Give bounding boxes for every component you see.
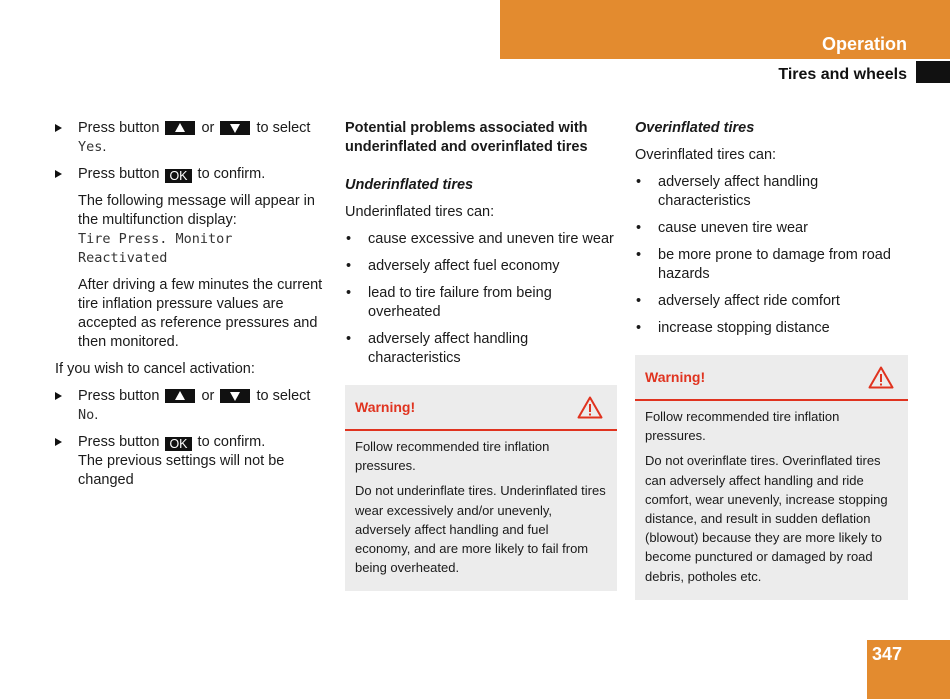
bullet-arrow-icon xyxy=(55,170,62,178)
list-item: • lead to tire failure from being overheated xyxy=(345,284,617,322)
value-no: No xyxy=(78,407,95,423)
display-message-line1: Tire Press. Monitor xyxy=(78,231,233,247)
underinflated-intro: Underinflated tires can: xyxy=(345,204,495,220)
list-item: • cause uneven tire wear xyxy=(635,219,908,238)
overinflated-list xyxy=(635,173,908,338)
list-item: • adversely affect handling characteristics xyxy=(345,330,617,368)
up-arrow-button-icon xyxy=(165,389,195,403)
page-number: 347 xyxy=(872,644,903,664)
overinflated-subhead: Overinflated tires xyxy=(635,120,755,136)
section-heading: Potential problems associated with underinflated and overinflated tires xyxy=(345,120,588,155)
value-yes: Yes xyxy=(78,139,103,155)
list-item: • adversely affect ride comfort xyxy=(635,292,908,311)
warning-box-overinflated xyxy=(635,355,908,600)
list-item: • adversely affect handling characteristics xyxy=(635,173,908,211)
down-arrow-button-icon xyxy=(220,121,250,135)
message-info: The following message will appear in the multifunction display: Tire Press. Monitor Reactivated xyxy=(78,193,315,266)
underinflated-subhead: Underinflated tires xyxy=(345,177,474,193)
ok-button-icon: OK xyxy=(165,437,191,451)
step-confirm: Press button OK to confirm. xyxy=(55,165,330,184)
warning-text: Follow recommended tire inflation pressures. xyxy=(355,439,550,474)
overinflated-intro: Overinflated tires can: xyxy=(635,147,777,163)
step-select-no: Press button or to select No. xyxy=(55,387,330,425)
chapter-tab-marker xyxy=(916,61,950,83)
ok-button-icon: OK xyxy=(165,169,191,183)
column-right xyxy=(635,119,908,600)
up-arrow-button-icon xyxy=(165,121,195,135)
warning-title: Warning! xyxy=(645,368,706,385)
warning-triangle-icon xyxy=(577,396,603,419)
column-left xyxy=(55,119,330,498)
subsection-title: Tires and wheels xyxy=(778,66,907,83)
bullet-arrow-icon xyxy=(55,438,62,446)
warning-triangle-icon xyxy=(868,366,894,389)
list-item: • be more prone to damage from road hazards xyxy=(635,246,908,284)
list-item: • cause excessive and uneven tire wear xyxy=(345,230,617,249)
warning-title: Warning! xyxy=(355,398,416,415)
underinflated-list xyxy=(345,230,617,368)
warning-text: Do not overinflate tires. Overinflated tires can adversely affect handling and ride comfort, wear unevenly, increase stopping distance, and result in sudden deflation (blowout) because they are more likely to become punctured or damaged by road debris, potholes etc. xyxy=(645,453,888,584)
bullet-arrow-icon xyxy=(55,124,62,132)
warning-box-underinflated xyxy=(345,385,617,591)
step-select-yes: Press button or to select Yes. xyxy=(55,119,330,157)
warning-text: Follow recommended tire inflation pressures. xyxy=(645,409,840,444)
cancel-note: The previous settings will not be changed xyxy=(78,453,285,488)
section-title: Operation xyxy=(821,34,907,54)
down-arrow-button-icon xyxy=(220,389,250,403)
display-message-line2: Reactivated xyxy=(78,250,168,266)
warning-text: Do not underinflate tires. Underinflated tires wear excessively and/or unevenly, adversely affect handling and fuel economy, and are more likely to fail from being overheated. xyxy=(355,483,606,576)
bullet-arrow-icon xyxy=(55,392,62,400)
cancel-intro: If you wish to cancel activation: xyxy=(55,361,255,377)
step-confirm-cancel: Press button OK to confirm. The previous settings will not be changed xyxy=(55,433,330,490)
list-item: • adversely affect fuel economy xyxy=(345,257,617,276)
after-driving-text: After driving a few minutes the current tire inflation pressure values are accepted as reference pressures and then monitored. xyxy=(78,277,323,350)
column-middle xyxy=(345,119,617,591)
list-item: • increase stopping distance xyxy=(635,319,908,338)
